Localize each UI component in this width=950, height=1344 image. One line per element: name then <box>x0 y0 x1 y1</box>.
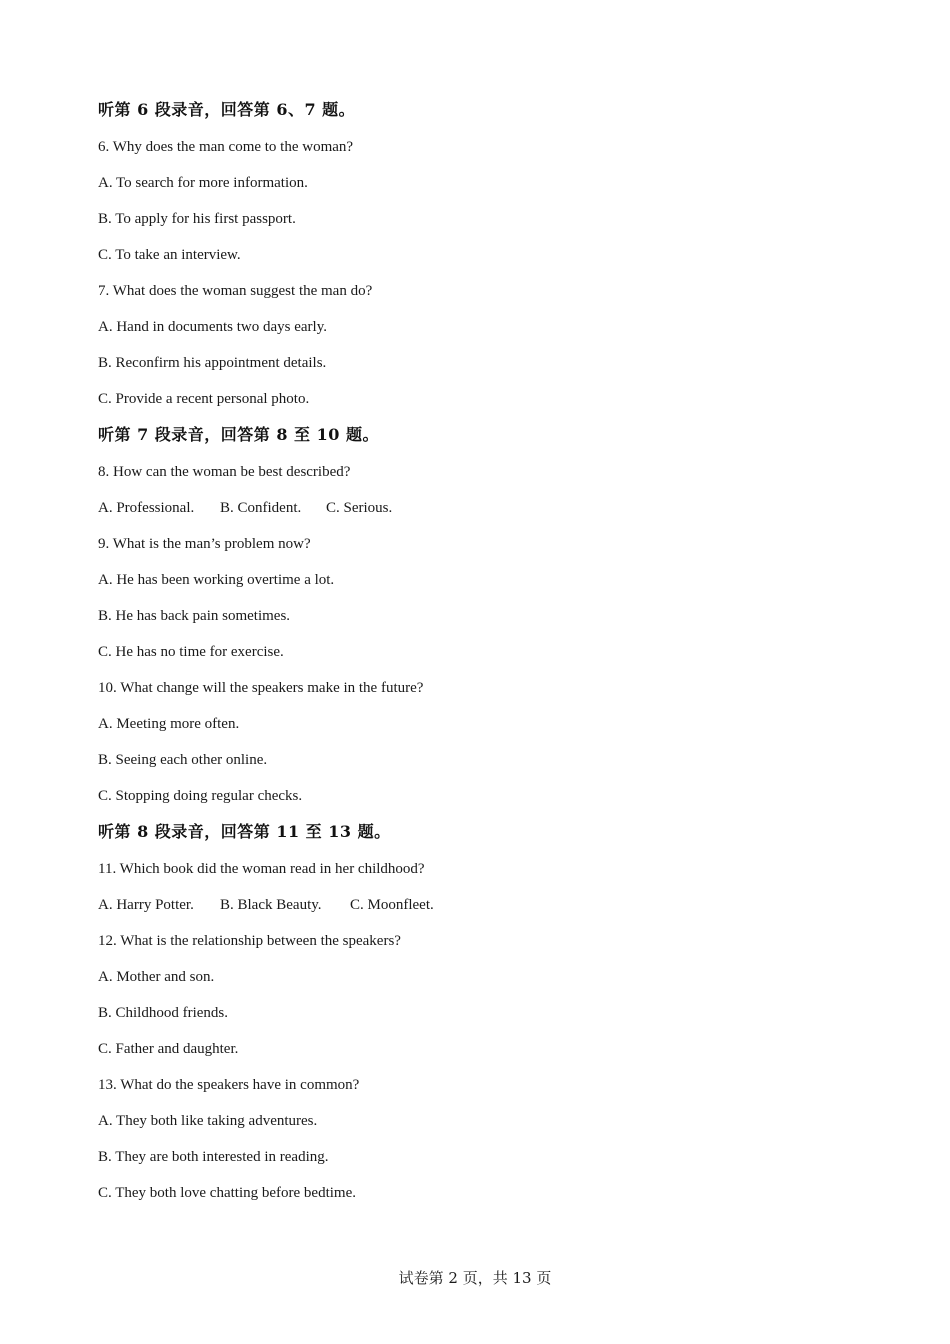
option-7c: C. Provide a recent personal photo. <box>98 391 310 407</box>
option-7a: A. Hand in documents two days early. <box>98 319 327 335</box>
option-13b: B. They are both interested in reading. <box>98 1149 329 1165</box>
option-10c: C. Stopping doing regular checks. <box>98 788 303 804</box>
options-row-11 <box>98 895 434 915</box>
question-stem-10: 10. What change will the speakers make in the future? <box>98 680 424 696</box>
option-6b: B. To apply for his first passport. <box>98 211 296 227</box>
options-row-8 <box>98 498 392 518</box>
option-12b: B. Childhood friends. <box>98 1005 228 1021</box>
question-stem-9: 9. What is the man’s problem now? <box>98 536 311 552</box>
question-stem-8: 8. How can the woman be best described? <box>98 464 351 480</box>
option-6c: C. To take an interview. <box>98 247 241 263</box>
option-11a: A. Harry Potter. <box>98 897 194 913</box>
option-8a: A. Professional. <box>98 500 195 516</box>
option-11b: B. Black Beauty. <box>220 897 322 913</box>
option-7b: B. Reconfirm his appointment details. <box>98 355 327 371</box>
section-heading-8: 听第 8 段录音，回答第 11 至 13 题。 <box>98 822 391 841</box>
question-stem-7: 7. What does the woman suggest the man do? <box>98 283 373 299</box>
option-10a: A. Meeting more often. <box>98 716 240 732</box>
section-heading-7: 听第 7 段录音，回答第 8 至 10 题。 <box>98 425 379 444</box>
option-12c: C. Father and daughter. <box>98 1041 239 1057</box>
option-8c: C. Serious. <box>326 500 393 516</box>
option-13c: C. They both love chatting before bedtime. <box>98 1185 356 1201</box>
question-stem-13: 13. What do the speakers have in common? <box>98 1077 360 1093</box>
page-footer: 试卷第 2 页，共 13 页 <box>398 1269 552 1287</box>
option-13a: A. They both like taking adventures. <box>98 1113 318 1129</box>
option-10b: B. Seeing each other online. <box>98 752 268 768</box>
question-stem-11: 11. Which book did the woman read in her childhood? <box>98 861 425 877</box>
option-9b: B. He has back pain sometimes. <box>98 608 291 624</box>
option-8b: B. Confident. <box>220 500 302 516</box>
option-11c: C. Moonfleet. <box>350 897 434 913</box>
option-6a: A. To search for more information. <box>98 175 308 191</box>
section-heading-6: 听第 6 段录音，回答第 6、7 题。 <box>98 100 356 119</box>
option-9a: A. He has been working overtime a lot. <box>98 572 335 588</box>
question-stem-6: 6. Why does the man come to the woman? <box>98 139 354 155</box>
option-9c: C. He has no time for exercise. <box>98 644 284 660</box>
question-stem-12: 12. What is the relationship between the speakers? <box>98 933 401 949</box>
option-12a: A. Mother and son. <box>98 969 215 985</box>
